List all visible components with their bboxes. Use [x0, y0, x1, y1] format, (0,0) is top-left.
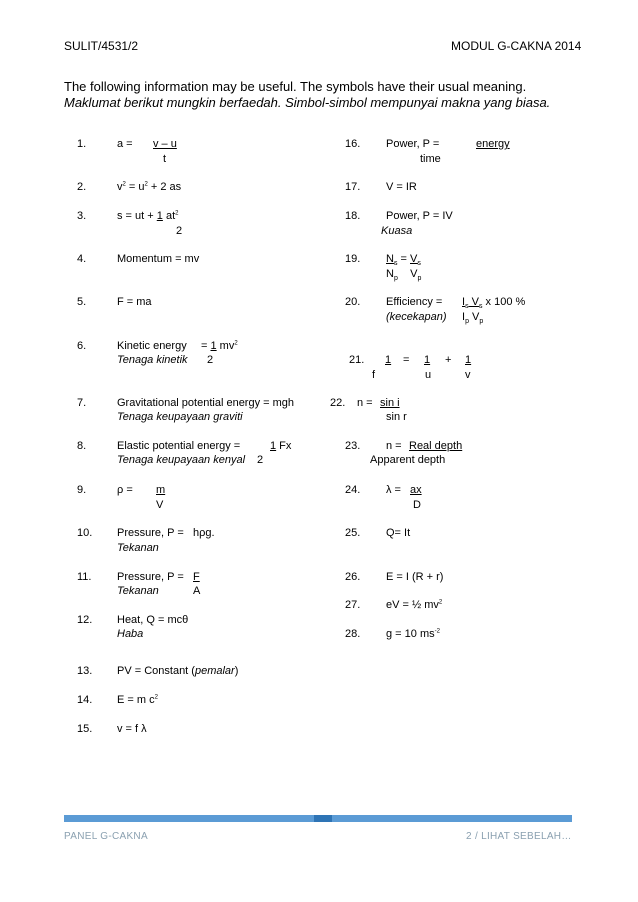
- formula-24-numerator: ax: [410, 484, 422, 496]
- formula-10-label: Pressure, P =: [117, 527, 184, 539]
- footer-divider-right: [332, 815, 572, 822]
- header-left: SULIT/4531/2: [64, 39, 139, 53]
- formula-18: Power, P = IV: [386, 210, 453, 222]
- formula-21-eq: =: [403, 354, 410, 366]
- formula-21-plus: +: [445, 354, 452, 366]
- formula-2: $v^2 = u^2 + 2$ as: [117, 181, 182, 193]
- formula-24-denominator: D: [413, 499, 421, 511]
- intro-malay: Maklumat berikut mungkin berfaedah. Simbol-simbol mempunyai makna yang biasa.: [64, 95, 551, 110]
- formula-number: 6.: [77, 340, 87, 352]
- footer-divider: [64, 815, 572, 822]
- formula-9-numerator: m: [156, 484, 166, 496]
- formula-number: 1.: [77, 138, 87, 150]
- formula-12-label: Heat, Q = mcθ: [117, 614, 189, 626]
- formula-number: 15.: [77, 723, 93, 735]
- formula-21-f: f: [372, 369, 376, 381]
- footer-divider-left: [64, 815, 314, 822]
- formula-13: PV = Constant (pemalar): [117, 665, 239, 677]
- formula-number: 22.: [330, 397, 346, 409]
- formula-1-numerator: v – u: [153, 138, 177, 150]
- formula-6-malay: Tenaga kinetik: [117, 354, 188, 366]
- formula-11-label: Pressure, P =: [117, 571, 184, 583]
- formula-27: eV = ½ $mv^2$: [386, 599, 443, 611]
- formula-24-lhs: λ =: [386, 484, 401, 496]
- formula-16-label: Power, P =: [386, 138, 440, 150]
- formula-21-one-c: 1: [465, 354, 472, 366]
- formula-23-denominator: Apparent depth: [370, 454, 446, 466]
- formula-11-denominator: A: [193, 585, 201, 597]
- formula-16-numerator: energy: [476, 138, 510, 150]
- formula-21-one-b: 1: [424, 354, 431, 366]
- formula-12-malay: Haba: [117, 628, 144, 640]
- formula-20-malay: (kecekapan): [386, 311, 447, 323]
- formula-number: 10.: [77, 527, 93, 539]
- formula-14: E = m $c^2$: [117, 694, 158, 706]
- formula-number: 28.: [345, 628, 361, 640]
- formula-23-lhs: n =: [386, 440, 402, 452]
- formula-number: 14.: [77, 694, 93, 706]
- formula-19-top: $N_s = V_s$: [386, 253, 421, 268]
- formula-9-lhs: ρ =: [117, 484, 133, 496]
- formula-number: 2.: [77, 181, 87, 193]
- formula-number: 16.: [345, 138, 361, 150]
- formula-8-denominator: 2: [257, 454, 264, 466]
- formula-8-label: Elastic potential energy =: [117, 440, 241, 452]
- formula-22-lhs: n =: [357, 397, 373, 409]
- formula-1-lhs: a =: [117, 138, 133, 150]
- formula-number: 11.: [77, 571, 92, 583]
- formula-number: 24.: [345, 484, 361, 496]
- formula-10-malay: Tekanan: [117, 542, 159, 554]
- formula-11-numerator: F: [193, 571, 200, 583]
- formula-19-bottom: $N_p$ $V_p$: [386, 268, 422, 283]
- formula-number: 4.: [77, 253, 87, 265]
- formula-6-label: Kinetic energy: [117, 340, 187, 352]
- formula-number: 19.: [345, 253, 361, 265]
- footer-left: PANEL G-CAKNA: [64, 831, 148, 842]
- formula-22-numerator: sin i: [380, 397, 400, 409]
- formula-7-label: Gravitational potential energy = mgh: [117, 397, 295, 409]
- formula-4: Momentum = mv: [117, 253, 200, 265]
- formula-3-denominator: 2: [176, 225, 183, 237]
- formula-number: 21.: [349, 354, 365, 366]
- formula-number: 12.: [77, 614, 93, 626]
- formula-21-v: v: [465, 369, 471, 381]
- formula-number: 18.: [345, 210, 361, 222]
- formula-number: 9.: [77, 484, 87, 496]
- formula-number: 27.: [345, 599, 361, 611]
- formula-18-malay: Kuasa: [381, 225, 413, 237]
- formula-number: 20.: [345, 296, 361, 308]
- formula-number: 8.: [77, 440, 87, 452]
- intro-english: The following information may be useful. The symbols have their usual meaning.: [64, 79, 527, 94]
- formula-26: E = I (R + r): [386, 571, 444, 583]
- formula-8-malay: Tenaga keupayaan kenyal: [117, 454, 246, 466]
- formula-number: 23.: [345, 440, 361, 452]
- formula-6-denominator: 2: [207, 354, 214, 366]
- formula-15: v = f λ: [117, 723, 147, 735]
- formula-10-value: hρg.: [193, 527, 215, 539]
- formula-number: 26.: [345, 571, 361, 583]
- formula-number: 3.: [77, 210, 87, 222]
- footer-divider-accent: [314, 815, 332, 822]
- formula-23-numerator: Real depth: [409, 440, 463, 452]
- formula-17: V = IR: [386, 181, 417, 193]
- formula-number: 13.: [77, 665, 93, 677]
- formula-20-label: Efficiency =: [386, 296, 443, 308]
- footer-right: 2 / LIHAT SEBELAH…: [466, 831, 572, 842]
- formula-6: = 1 $mv^2$: [201, 340, 238, 352]
- formula-number: 7.: [77, 397, 87, 409]
- formula-3: s = ut + 1 $at^2$: [117, 210, 179, 222]
- formula-21-one-a: 1: [385, 354, 392, 366]
- formula-number: 25.: [345, 527, 361, 539]
- formula-5: F = ma: [117, 296, 152, 308]
- formula-20-bottom: $I_p$ $V_p$: [462, 311, 484, 326]
- formula-20-top: $I_s$ $V_s$ x 100 %: [462, 296, 526, 311]
- formula-21-u: u: [425, 369, 432, 381]
- formula-16-denominator: time: [420, 153, 441, 165]
- formula-number: 17.: [345, 181, 361, 193]
- formula-number: 5.: [77, 296, 87, 308]
- formula-1-denominator: t: [163, 153, 167, 165]
- header-right: MODUL G-CAKNA 2014: [451, 39, 582, 53]
- formula-28: g = 10 $ms^{-2}$: [386, 628, 440, 640]
- formula-25: Q= It: [386, 527, 411, 539]
- formula-11-malay: Tekanan: [117, 585, 159, 597]
- formula-22-denominator: sin r: [386, 411, 407, 423]
- formula-8: 1 Fx: [270, 440, 292, 452]
- formula-7-malay: Tenaga keupayaan graviti: [117, 411, 243, 423]
- formula-9-denominator: V: [156, 499, 164, 511]
